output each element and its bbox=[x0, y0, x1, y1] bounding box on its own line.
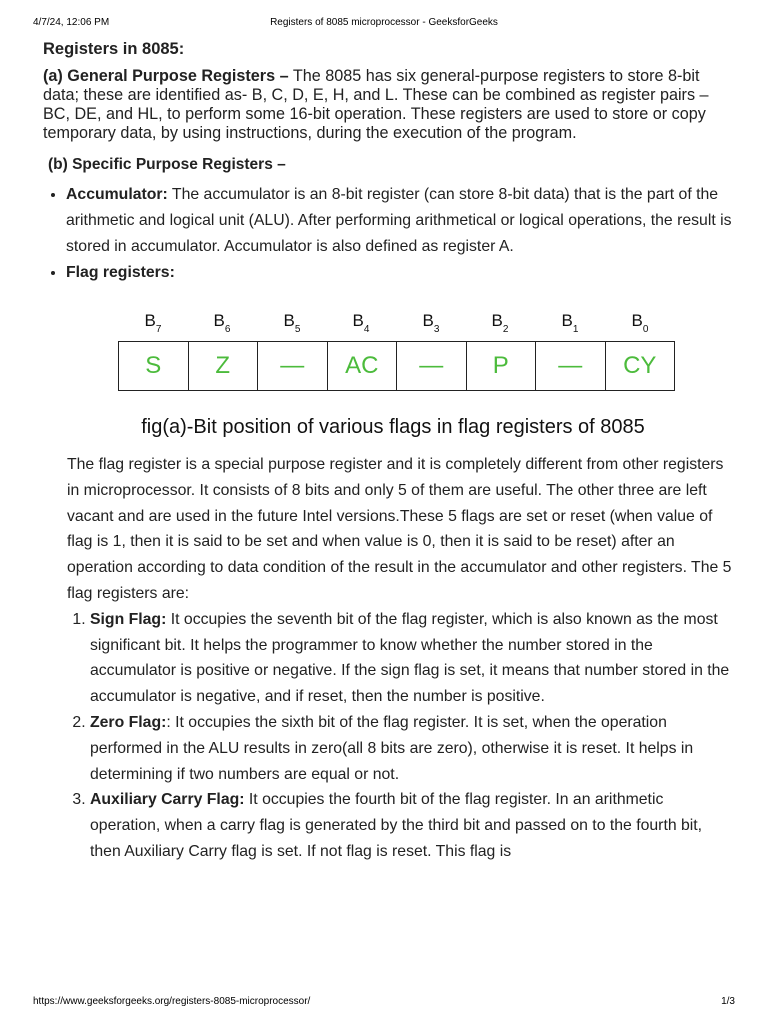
flag-cell-s: S bbox=[119, 342, 189, 391]
page-url-link[interactable]: https://www.geeksforgeeks.org/registers-8085-microprocessor/ bbox=[33, 996, 311, 1007]
sign-flag-term: Sign Flag: bbox=[90, 610, 167, 628]
zero-flag-text: : It occupies the sixth bit of the flag register. It is set, when the operation performed in the ALU results in zero(all 8 bits are zero), otherwise it is reset. It helps in determining if two numbers are equal or not. bbox=[90, 713, 694, 783]
bit-label-4: $B_4$ bbox=[352, 311, 370, 335]
bit-label-5: $B_5$ bbox=[283, 311, 301, 335]
flag-cell-p: P bbox=[466, 342, 536, 391]
flag-cell-z: Z bbox=[188, 342, 258, 391]
flag-cell-ac: AC bbox=[327, 342, 397, 391]
list-item-flag-registers bbox=[66, 260, 733, 286]
specific-purpose-heading: (b) Specific Purpose Registers – bbox=[48, 156, 286, 173]
bit-label-7: $B_7$ bbox=[144, 311, 162, 335]
bit-label-3: $B_3$ bbox=[422, 311, 440, 335]
print-header bbox=[33, 17, 735, 31]
bit-label-1: $B_1$ bbox=[561, 311, 579, 335]
flag-paragraph: The flag register is a special purpose register and it is completely different from other registers in microprocessor. It consists of 8 bits and only 5 of them are useful. The other three are left vacant and are used in the future Intel versions.These 5 flags are set or reset (when value of flag is 1, then it is said to be set and when value is 0, then it is said to be reset) after an operation according to data condition of the result in the accumulator and other registers. The 5 flag registers are: bbox=[67, 456, 732, 602]
zero-flag-term: Zero Flag: bbox=[90, 713, 167, 731]
sign-flag-text: It occupies the seventh bit of the flag register, which is also known as the most significant bit. It helps the programmer to know whether the number stored in the accumulator is positive or negative. If the sign flag is set, it means that number stored in the accumulator is negative, and if reset, then the number is positive. bbox=[90, 610, 730, 706]
flag-cell-vacant-5: — bbox=[258, 342, 328, 391]
print-datetime: 4/7/24, 12:06 PM bbox=[33, 17, 110, 28]
general-purpose-text: The 8085 has six general-purpose registers to store 8-bit data; these are identified as- B, C, D, E, H, and L. These can be combined as register pairs – BC, DE, and HL, to perform some 16-bit operation. These registers are used to store or copy temporary data, by using instructions, during the execution of the program. bbox=[43, 67, 709, 142]
article-content bbox=[43, 40, 733, 865]
flag-cell-vacant-3: — bbox=[397, 342, 467, 391]
flag-register-table bbox=[118, 341, 675, 391]
list-item-sign-flag bbox=[90, 607, 733, 710]
flag-register-figure bbox=[43, 292, 733, 452]
print-page-title: Registers of 8085 microprocessor - GeeksforGeeks bbox=[270, 17, 498, 28]
flag-description bbox=[43, 452, 733, 865]
general-purpose-paragraph bbox=[43, 67, 733, 143]
flag-register-row bbox=[119, 342, 675, 391]
flag-registers-term: Flag registers: bbox=[66, 264, 175, 281]
section-title: Registers in 8085: bbox=[43, 40, 185, 58]
bit-label-0: $B_0$ bbox=[631, 311, 649, 335]
print-footer bbox=[33, 996, 735, 1010]
general-purpose-heading: (a) General Purpose Registers – bbox=[43, 67, 289, 85]
auxiliary-carry-flag-term: Auxiliary Carry Flag: bbox=[90, 791, 245, 809]
register-list bbox=[43, 182, 733, 286]
figure-caption: fig(a)-Bit position of various flags in flag registers of 8085 bbox=[141, 416, 645, 438]
accumulator-text: The accumulator is an 8-bit register (can store 8-bit data) that is the part of the arithmetic and logical unit (ALU). After performing arithmetical or logical operations, the result is stored in accumulator. Accumulator is also defined as register A. bbox=[66, 186, 732, 255]
auxiliary-carry-flag-text: It occupies the fourth bit of the flag register. In an arithmetic operation, when a carry flag is generated by the third bit and passed on to the fourth bit, then Auxiliary Carry flag is set. If not flag is reset. This flag is bbox=[90, 791, 703, 860]
flag-cell-vacant-1: — bbox=[536, 342, 606, 391]
list-item-auxiliary-carry-flag bbox=[90, 787, 733, 864]
flag-cell-cy: CY bbox=[605, 342, 675, 391]
flag-list bbox=[67, 607, 733, 865]
bit-labels bbox=[118, 311, 675, 337]
list-item-zero-flag bbox=[90, 710, 733, 787]
page-number: 1/3 bbox=[721, 996, 735, 1007]
bit-label-6: $B_6$ bbox=[213, 311, 231, 335]
accumulator-term: Accumulator: bbox=[66, 186, 168, 203]
list-item-accumulator bbox=[66, 182, 733, 260]
bit-label-2: $B_2$ bbox=[491, 311, 509, 335]
